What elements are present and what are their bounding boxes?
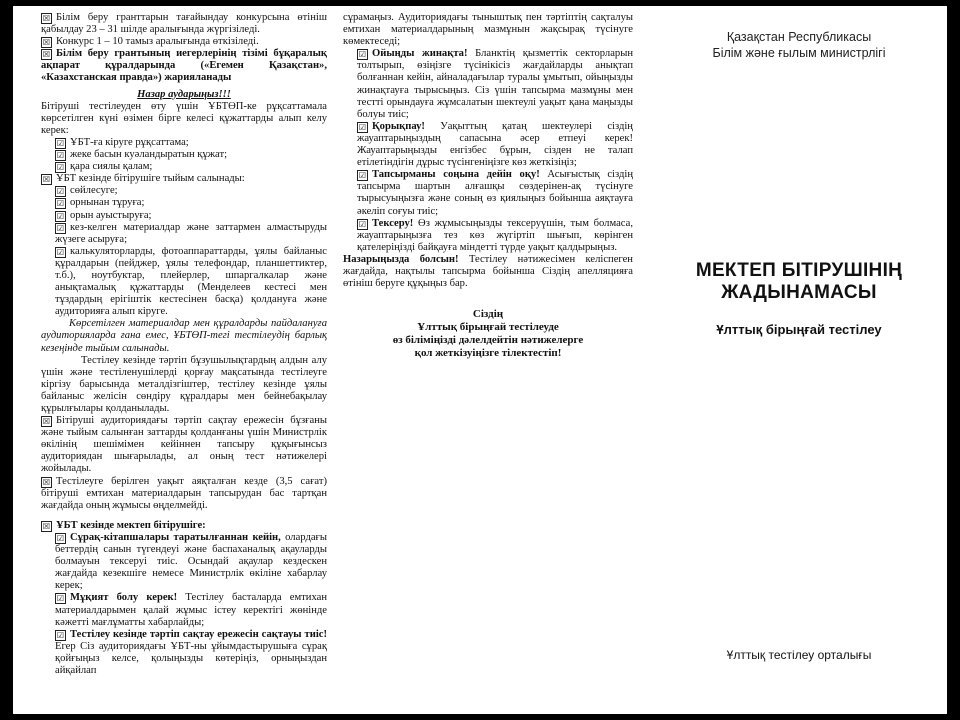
time-limit-paragraph: ☒ Тестілеуге берілген уақыт аяқталған кезде (3,5 сағат) бітіруші емтихан материалдарын тапсырудан бас тартқан жағдайда оның жұмысы өңделмейді. (41, 475, 327, 511)
continuation-text: сұрамаңыз. Аудиториядағы тыныштық пен тәртіптің сақталуы емтихан материалдарының мазмұнын жақсырақ түсінуге көмектеседі; (343, 12, 633, 48)
crossed-box-icon: ☒ (42, 521, 51, 531)
cover-column (653, 6, 945, 714)
checked-box-icon: ☑ (358, 122, 367, 132)
attention-heading: Назар аударыңыз!!! (137, 88, 231, 100)
forbidden-item: ☑ кез-келген материалдар және заттармен алмастыруды жүзеге асыруға; (55, 221, 327, 245)
checked-box-icon: ☑ (56, 630, 65, 640)
country-name: Қазақстан Республикасы (726, 30, 872, 44)
appeal-note: Назарыңызда болсын! Тестілеу нәтижесімен келіспеген жағдайда, нақтылы тапсырма бойынша Сіздің апелляцияға өтініш беруге құқыңыз бар. (343, 253, 633, 290)
forbidden-item: ☑ орын ауыстыруға; (56, 209, 152, 221)
wish-line: Ұлттық бірыңғай тестілеуде (417, 321, 559, 334)
wish-line: Сіздің (472, 308, 504, 321)
crossed-box-icon: ☒ (42, 14, 51, 23)
checked-box-icon: ☑ (56, 223, 65, 233)
tip-item: ☑ Тексеру! Өз жұмысыңызды тексеруүшін, тым болмаса, жауаптарыңызға тез көз жүгіртіп шығып, көрінген қателеріңізді байқауға міндетті түрде уақыт қалдырыңыз. (357, 217, 633, 253)
ministry-name: Білім және ғылым министрлігі (712, 46, 886, 60)
crossed-box-icon: ☒ (42, 38, 51, 48)
checked-box-icon: ☑ (56, 247, 65, 257)
expulsion-paragraph: ☒ Бітіруші аудиториядағы тәртіп сақтау ережесін бұзғаны және тыйым салынған заттарды қолданғаны үшін Министрлік өкілінің шешімімен кейіннен тапсыру құқығынсыз аудиториядан шығарылады, ал оның тест нәтижелері жойылады. (41, 415, 327, 475)
checked-box-icon: ☑ (56, 151, 65, 161)
doc-item: ☑ ҰБТ-ға кіруге рұқсаттама; (56, 136, 189, 148)
doc-item: ☑ қара сиялы қалам; (56, 161, 153, 173)
duty-item: ☑ Мұқият болу керек! Тестілеу басталарда емтихан материалдарымен қалай жұмыс істеу керектігі жөнінде кәжетті мағлұматты хабарлайды; (55, 592, 327, 628)
tip-item: ☑ Қорықпау! Уақыттың қатаң шектеулері сіздің жауаптарыңыздың сапасына әсер етпеуі керек! Жауаптарыңызды енгізбес бұрын, сізден не талап етілетіндігін дұрыс түсінгеніңізге көз жеткізіңіз; (357, 120, 633, 169)
tip-item: ☑ Тапсырманы соңына дейін оқу! Асығыстық сіздің тапсырма шартын алғашқы сөздерінен-ақ түсінуге тырысуыңызға және соның өз қиялыңыз бойынша аяқтауға әкеліп соғуы тиіс; (357, 169, 633, 217)
checked-box-icon: ☑ (358, 171, 367, 181)
crossed-box-icon: ☒ (42, 50, 51, 60)
metal-detector-paragraph: Тестілеу кезінде тәртіп бұзушылықтардың алдын алу үшін және тестіленушілерді қорғау мақсатында тестілеуге кіргізу барысында металдізгіштер, тестілеу кезінде ұялы байланыс желісін сөндіру құралдары мен бейнебақылау құрылғылары қолданылады. (41, 354, 327, 414)
duty-item: ☑ Сұрақ-кітапшалары таратылғаннан кейін, олардағы беттердің санын түгендеуі және баспаханалық ақауларды болмауын тексеруі тиіс. Осындай ақаулар кездескен жағдайда кезекшіге немесе Министрлік өкіліне хабарлау керек; (55, 531, 327, 592)
checked-box-icon: ☑ (56, 594, 65, 604)
checked-box-icon: ☑ (56, 199, 65, 209)
forbidden-item: ☑ сөйлесуге; (56, 185, 118, 197)
checked-box-icon: ☑ (358, 50, 367, 60)
forbidden-heading: ☒ ҰБТ кезінде бітірушіге тыйым салынады: (42, 173, 245, 185)
title-line-2: ЖАДЫНАМАСЫ (721, 282, 877, 303)
forbidden-item: ☑ орнынан тұруға; (56, 197, 145, 209)
duty-item: ☑ Тестілеу кезінде тәртіп сақтау ережесін сақтауы тиіс! Егер Сіз аудиториядағы ҰБТ-ны ұйымдастырушыға сұрақ қойғыңыз келсе, қолыңызды көтеріңіз, орныңыздан айқайлап (55, 628, 327, 676)
middle-column (343, 12, 633, 360)
italic-note: Көрсетілген материалдар мен құралдарды пайдалануға аудиторияларда ғана емес, ҰБТӨП-тегі тестілеудің барлық кезеңінде тыйым салынады. (41, 318, 327, 354)
wish-line: қол жеткізуіңізге тілектестіп! (414, 347, 562, 360)
crossed-box-icon: ☒ (42, 417, 51, 427)
checked-box-icon: ☑ (56, 138, 65, 148)
title-line-1: МЕКТЕП БІТІРУШІНІҢ (695, 260, 903, 281)
documents-intro: Бітіруші тестілеуден өту үшін ҰБТӨП-ке рұқсаттамала көрсетілген күні өзімен бірге келесі құжаттарды алып келу керек: (41, 100, 327, 136)
footer-org: Ұлттық тестілеу орталығы (726, 648, 872, 662)
winners-list-item: ☒ Білім беру грантының иегерлерінің тізімі бұқаралық ақпарат құралдарында («Егемен Қазақстан», «Казахстанская правда») жарияланады (41, 48, 327, 84)
duties-heading: ☒ ҰБТ кезінде мектеп бітірушіге: (42, 519, 206, 531)
contest-dates-item: ☒ Конкурс 1 – 10 тамыз аралығында өткізіледі. (42, 36, 259, 48)
checked-box-icon: ☑ (56, 533, 65, 543)
checked-box-icon: ☑ (358, 219, 367, 229)
brochure-sheet (13, 6, 947, 714)
tip-item: ☑ Ойыңды жинақта! Бланктің қызметтік секторларын толтырып, өзіңізге түсінікісіз жағдайларды анықтап болғаннан кейін, айналадағылар туралы ұмытып, ойыңызды жинақтауға тырысыңыз. Сіз үшін тапсырма мазмұны мен тестті орындауға жұмсалатын шектеулі уақыт қана маңызды болуы тиіс; (357, 48, 633, 120)
doc-item: ☑ жеке басын куәландыратын құжат; (56, 149, 228, 161)
left-column (41, 12, 327, 677)
crossed-box-icon: ☒ (42, 175, 51, 185)
wish-line: өз біліміңізді дәлелдейтін нәтижелерге (392, 334, 584, 347)
subtitle: Ұлттық бірыңғай тестілеу (716, 322, 882, 337)
checked-box-icon: ☑ (56, 187, 65, 197)
checked-box-icon: ☑ (56, 211, 65, 221)
crossed-box-icon: ☒ (42, 477, 51, 487)
grant-dates-item: ☒ Білім беру гранттарын тағайындау конкурсына өтініш қабылдау 23 – 31 шілде аралығында жүргізіледі. (41, 12, 327, 36)
forbidden-item: ☑ калькуляторларды, фотоаппараттарды, ұялы байланыс құралдарын (пейджер, ұялы телефондар, планшеттиктер, т.б.), ноутбуктар, плейерлер, шпаргалкалар және анықтамалық құжаттарды (Менделеев кестесі мен тұздардың ерігіштік кестесінен басқа) қолдануға және аудиторияға алып кіруге. (55, 245, 327, 318)
checked-box-icon: ☑ (56, 163, 65, 173)
